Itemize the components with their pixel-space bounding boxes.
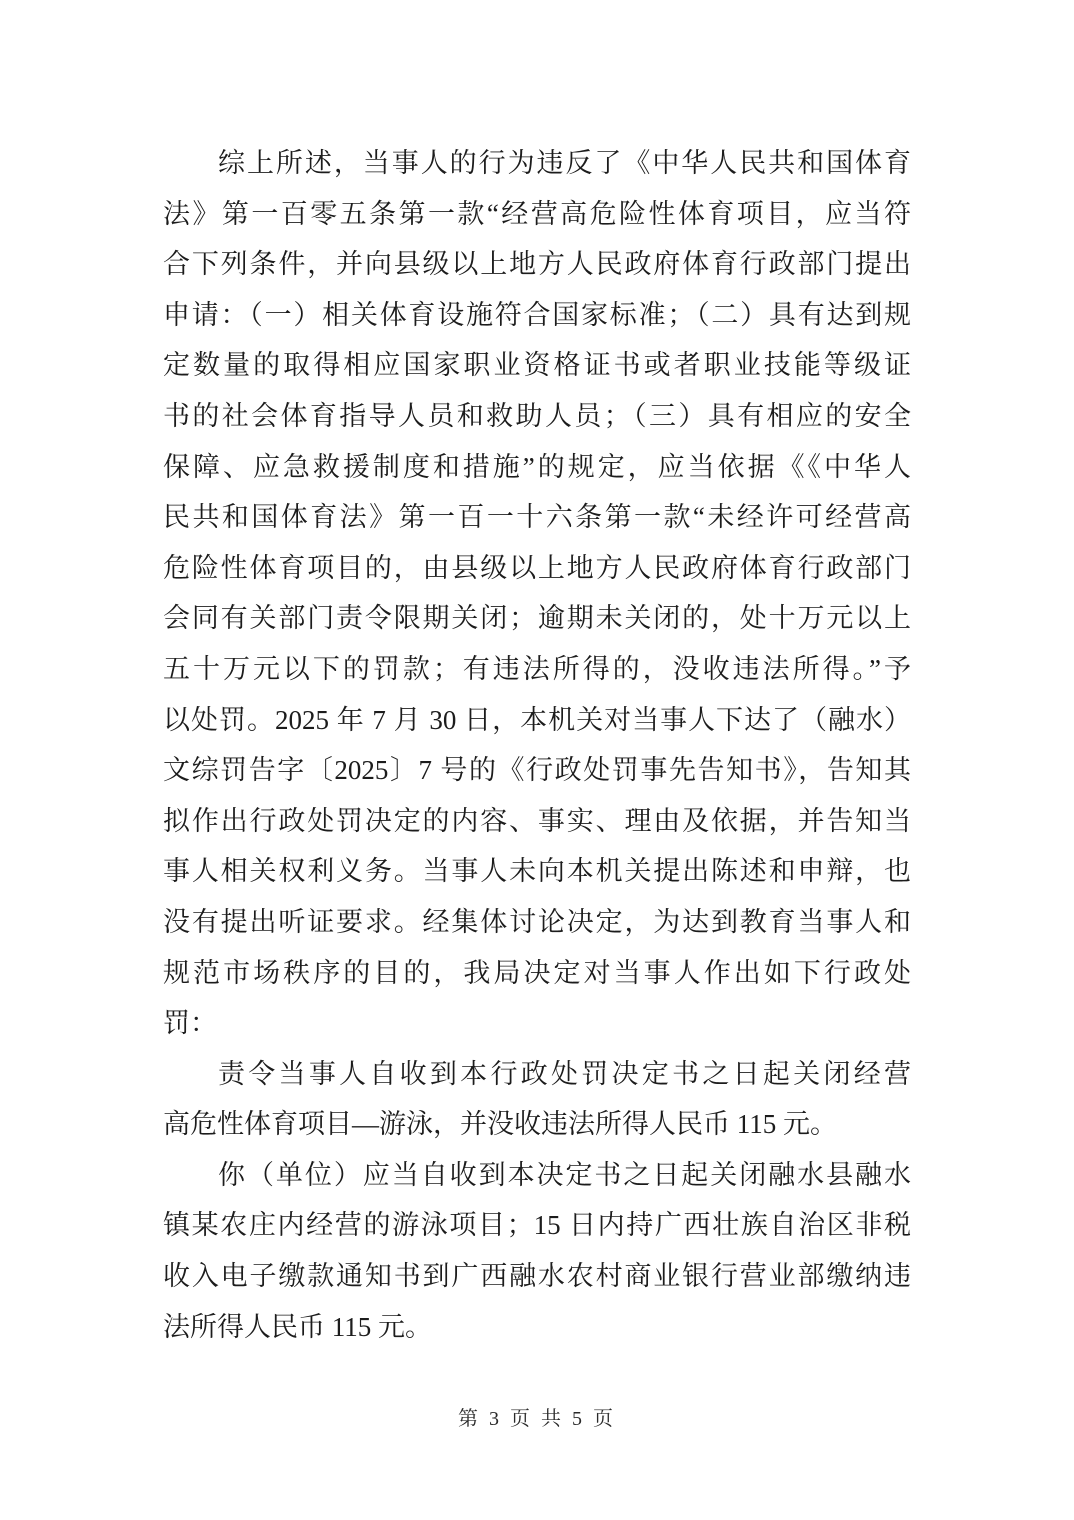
text-line: 你（单位）应当自收到本决定书之日起关闭融水县融水 (218, 1159, 911, 1190)
text-line: 五十万元以下的罚款；有违法所得的，没收违法所得。”予 (163, 653, 911, 684)
text-line: 收入电子缴款通知书到广西融水农村商业银行营业部缴纳违 (163, 1261, 911, 1292)
text-line: 民共和国体育法》第一百一十六条第一款“未经许可经营高 (163, 502, 911, 533)
text-line: 会同有关部门责令限期关闭；逾期未关闭的，处十万元以上 (163, 603, 911, 634)
text-line: 保障、应急救援制度和措施”的规定，应当依据《《中华人 (163, 451, 911, 482)
text-line: 规范市场秩序的目的，我局决定对当事人作出如下行政处 (163, 957, 911, 988)
text-line: 法所得人民币 115 元。 (163, 1311, 432, 1342)
text-line: 定数量的取得相应国家职业资格证书或者职业技能等级证 (163, 350, 911, 381)
text-line: 以处罚。2025 年 7 月 30 日，本机关对当事人下达了（融水） (163, 704, 911, 735)
paragraph-penalty-decision (163, 1049, 911, 1150)
text-line: 责令当事人自收到本行政处罚决定书之日起关闭经营 (218, 1058, 911, 1089)
page-footer (0, 1402, 1074, 1431)
text-line: 高危性体育项目—游泳，并没收违法所得人民币 115 元。 (163, 1109, 837, 1140)
text-line: 法》第一百零五条第一款“经营高危险性体育项目，应当符 (163, 198, 911, 229)
paragraph-legal-basis (163, 138, 911, 1049)
page-number: 第 3 页 共 5 页 (458, 1408, 616, 1430)
text-line: 拟作出行政处罚决定的内容、事实、理由及依据，并告知当 (163, 805, 911, 836)
text-line: 书的社会体育指导人员和救助人员；（三）具有相应的安全 (163, 400, 911, 431)
text-line: 事人相关权利义务。当事人未向本机关提出陈述和申辩，也 (163, 856, 911, 887)
text-line: 镇某农庄内经营的游泳项目；15 日内持广西壮族自治区非税 (163, 1210, 911, 1241)
text-line: 危险性体育项目的，由县级以上地方人民政府体育行政部门 (163, 552, 911, 583)
text-line: 综上所述，当事人的行为违反了《中华人民共和国体育 (218, 148, 911, 178)
text-line: 合下列条件，并向县级以上地方人民政府体育行政部门提出 (163, 249, 911, 280)
text-line: 没有提出听证要求。经集体讨论决定，为达到教育当事人和 (163, 906, 911, 937)
paragraph-compliance-instruction (163, 1150, 911, 1352)
text-line: 申请：（一）相关体育设施符合国家标准；（二）具有达到规 (163, 299, 911, 330)
document-body (163, 138, 911, 1352)
text-line: 文综罚告字〔2025〕7 号的《行政处罚事先告知书》，告知其 (163, 755, 911, 786)
text-line: 罚： (163, 1008, 217, 1039)
